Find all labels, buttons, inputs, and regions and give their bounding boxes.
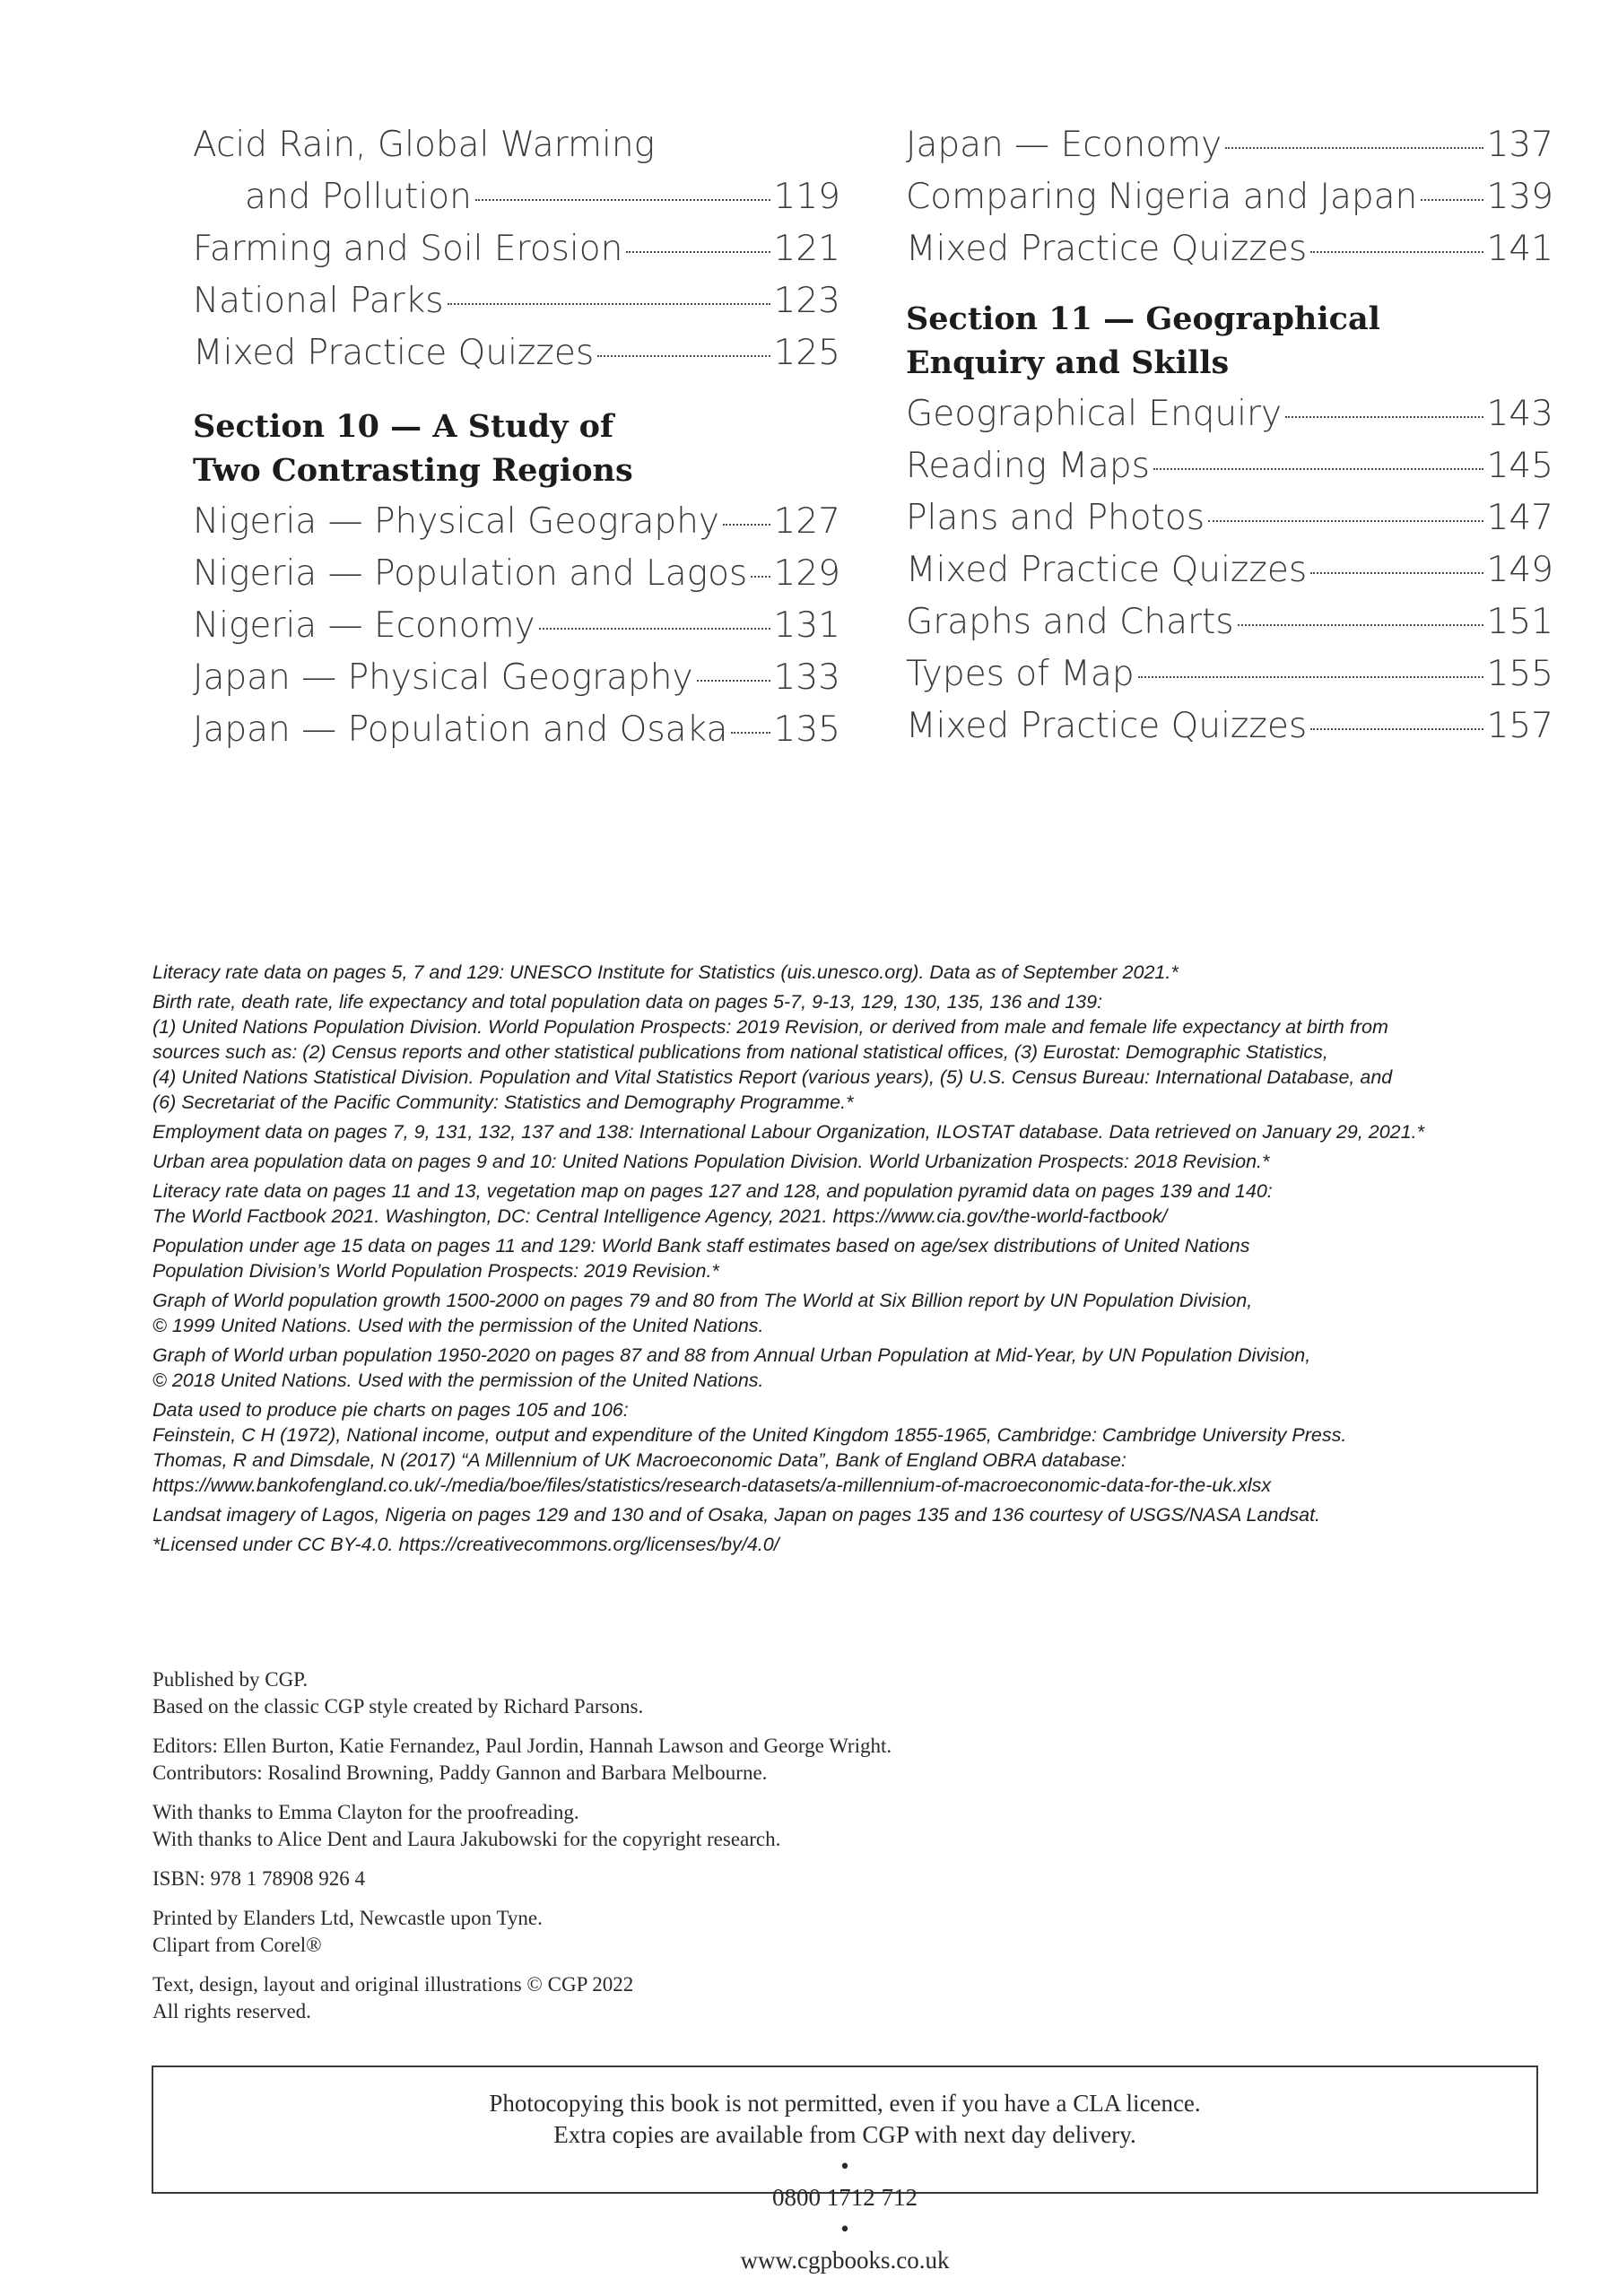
phone-number[interactable]: 0800 1712 712 [772, 2184, 918, 2211]
pub-line: Printed by Elanders Ltd, Newcastle upon Tyne. [152, 1907, 543, 1929]
toc-leader-dots [448, 303, 770, 305]
toc-page-number: 139 [1486, 177, 1553, 217]
toc-entry-title: Mixed Practice Quizzes [906, 550, 1308, 590]
data-source-credits [152, 960, 1570, 1561]
copyright-group [152, 1971, 1318, 2025]
toc-leader-dots [1138, 676, 1483, 678]
toc-leader-dots [597, 355, 770, 357]
credit-line: (4) United Nations Statistical Division. Population and Vital Statistics Report (various years), (5) U.S. Census Bureau: International Database, and [152, 1066, 1393, 1088]
notice-line-1: Photocopying this book is not permitted, even if you have a CLA licence. [489, 2090, 1201, 2117]
toc-entry-title-cont: and Pollution [245, 177, 472, 217]
toc-entry-title: Comparing Nigeria and Japan [906, 177, 1418, 217]
toc-leader-dots [723, 524, 770, 526]
credit-paragraph [152, 1502, 1570, 1527]
toc-right-column [906, 119, 1553, 752]
credit-line: © 1999 United Nations. Used with the permission of the United Nations. [152, 1315, 764, 1336]
credit-line: Feinstein, C H (1972), National income, output and expenditure of the United Kingdom 1855-1965, Cambridge: Cambridge University Press. [152, 1424, 1347, 1446]
toc-entry[interactable] [193, 275, 840, 327]
toc-entry-title: Plans and Photos [906, 498, 1205, 538]
toc-page-number: 137 [1486, 125, 1553, 165]
toc-leader-dots [1153, 468, 1483, 470]
pub-line: With thanks to Alice Dent and Laura Jakubowski for the copyright research. [152, 1828, 781, 1850]
credit-line: sources such as: (2) Census reports and other statistical publications from national statistical offices, (3) Eurostat: Demographic Statistics, [152, 1041, 1328, 1063]
pub-line: Clipart from Corel® [152, 1934, 322, 1956]
toc-entry[interactable] [906, 171, 1553, 223]
editors-group [152, 1733, 1318, 1787]
toc-entry[interactable] [193, 704, 840, 756]
section-heading-line: Section 11 — Geographical [906, 300, 1380, 337]
toc-leader-dots [1225, 147, 1483, 149]
pub-line: Editors: Ellen Burton, Katie Fernandez, Paul Jordin, Hannah Lawson and George Wright. [152, 1735, 892, 1757]
toc-entry-title: Japan — Physical Geography [193, 657, 693, 698]
toc-entry-title: Mixed Practice Quizzes [906, 706, 1308, 746]
credit-paragraph [152, 1149, 1570, 1174]
toc-leader-dots [1285, 416, 1483, 418]
toc-entry-title: Types of Map [906, 654, 1135, 694]
section-heading-line: Section 10 — A Study of [193, 408, 613, 445]
section-heading-line: Two Contrasting Regions [193, 452, 633, 489]
publisher-group [152, 1666, 1318, 1720]
toc-entry-title: Mixed Practice Quizzes [906, 229, 1308, 269]
website-link[interactable]: www.cgpbooks.co.uk [740, 2247, 950, 2274]
toc-entry[interactable] [193, 600, 840, 652]
credit-line: Graph of World urban population 1950-2020 on pages 87 and 88 from Annual Urban Population at Mid-Year, by UN Population Division, [152, 1344, 1311, 1366]
toc-entry[interactable] [906, 596, 1553, 648]
toc-entry[interactable] [193, 327, 840, 379]
toc-entry[interactable] [906, 388, 1553, 440]
toc-leader-dots [1238, 624, 1483, 626]
toc-leader-dots [697, 680, 770, 682]
toc-entry[interactable] [193, 548, 840, 600]
section-heading-line: Enquiry and Skills [906, 344, 1230, 381]
section-10-heading [193, 404, 840, 492]
thanks-group [152, 1799, 1318, 1853]
credit-line: © 2018 United Nations. Used with the permission of the United Nations. [152, 1370, 764, 1391]
photocopy-notice-box [152, 2066, 1538, 2274]
credit-line: Data used to produce pie charts on pages 105 and 106: [152, 1399, 629, 1421]
toc-leader-dots [1310, 572, 1483, 574]
toc-page-number: 131 [773, 605, 840, 646]
credit-line: (6) Secretariat of the Pacific Community: Statistics and Demography Programme.* [152, 1091, 854, 1113]
credit-line: Literacy rate data on pages 11 and 13, vegetation map on pages 127 and 128, and population pyramid data on pages 139 and 140: [152, 1180, 1273, 1202]
toc-page-number: 147 [1486, 498, 1553, 538]
pub-line: Published by CGP. [152, 1668, 309, 1691]
toc-page-number: 121 [773, 229, 840, 269]
toc-entry[interactable] [193, 119, 840, 223]
toc-page-number: 125 [773, 333, 840, 373]
toc-leader-dots [1310, 251, 1483, 253]
toc-entry-title: Japan — Economy [906, 125, 1222, 165]
toc-entry[interactable] [906, 648, 1553, 700]
toc-page-number: 149 [1486, 550, 1553, 590]
credit-paragraph [152, 1119, 1570, 1144]
toc-page-number: 157 [1486, 706, 1553, 746]
bullet-separator: • [840, 2215, 849, 2242]
toc-leader-dots [1208, 520, 1483, 522]
credit-line: Urban area population data on pages 9 and 10: United Nations Population Division. World Urbanization Prospects: 2018 Revision.* [152, 1151, 1270, 1172]
toc-leader-dots [1310, 728, 1483, 730]
toc-page-number: 129 [773, 553, 840, 594]
credit-paragraph [152, 1233, 1570, 1283]
toc-page-number: 135 [773, 709, 840, 750]
toc-leader-dots [539, 628, 770, 630]
toc-page-number: 119 [773, 177, 840, 217]
notice-delivery-text: Extra copies are available from CGP with next day delivery. [553, 2121, 1136, 2148]
printer-group [152, 1905, 1318, 1959]
toc-entry-title: Mixed Practice Quizzes [193, 333, 595, 373]
credit-line: Landsat imagery of Lagos, Nigeria on pages 129 and 130 and of Osaka, Japan on pages 135 and 136 courtesy of USGS/NASA Landsat. [152, 1504, 1321, 1526]
credit-line: (1) United Nations Population Division. World Population Prospects: 2019 Revision, or derived from male and female life expectancy at birth from [152, 1016, 1388, 1038]
toc-entry[interactable] [906, 223, 1553, 275]
toc-entry[interactable] [193, 496, 840, 548]
credit-paragraph [152, 1178, 1570, 1229]
toc-entry[interactable] [906, 492, 1553, 544]
toc-page-number: 127 [773, 501, 840, 542]
credit-line: Employment data on pages 7, 9, 131, 132, 137 and 138: International Labour Organization, ILOSTAT database. Data retrieved on January 29, 2021.* [152, 1121, 1424, 1143]
pub-line: All rights reserved. [152, 2000, 311, 2022]
toc-page-number: 151 [1486, 602, 1553, 642]
toc-entry-title: Acid Rain, Global Warming [193, 125, 655, 165]
toc-entry-title: Nigeria — Physical Geography [193, 501, 719, 542]
credit-line: Population under age 15 data on pages 11 and 129: World Bank staff estimates based on age/sex distributions of United Nations [152, 1235, 1250, 1257]
toc-entry-title: Geographical Enquiry [906, 394, 1283, 434]
toc-entry[interactable] [193, 652, 840, 704]
toc-entry[interactable] [906, 544, 1553, 596]
isbn: ISBN: 978 1 78908 926 4 [152, 1867, 366, 1890]
credit-line: Birth rate, death rate, life expectancy and total population data on pages 5-7, 9-13, 129, 130, 135, 136 and 139: [152, 991, 1103, 1013]
credit-line: Population Division’s World Population Prospects: 2019 Revision.* [152, 1260, 719, 1282]
isbn-group [152, 1866, 1318, 1892]
credit-paragraph [152, 989, 1570, 1115]
toc-entry-title: Reading Maps [906, 446, 1150, 486]
credit-line: Literacy rate data on pages 5, 7 and 129: UNESCO Institute for Statistics (uis.unesco.org). Data as of September 2021.* [152, 961, 1179, 983]
toc-leader-dots [475, 199, 770, 201]
toc-entry[interactable] [906, 119, 1553, 171]
credit-paragraph [152, 1288, 1570, 1338]
toc-leader-dots [751, 576, 770, 578]
toc-page-number: 141 [1486, 229, 1553, 269]
toc-page-number: 155 [1486, 654, 1553, 694]
credit-line: https://www.bankofengland.co.uk/-/media/boe/files/statistics/research-datasets/a-millennium-of-macroeconomic-data-for-the-uk.xlsx [152, 1474, 1272, 1496]
bullet-separator: • [840, 2152, 849, 2179]
credit-paragraph [152, 1397, 1570, 1498]
credit-paragraph [152, 1532, 1570, 1557]
credit-line: Graph of World population growth 1500-2000 on pages 79 and 80 from The World at Six Billion report by UN Population Division, [152, 1290, 1253, 1311]
toc-entry-title: Graphs and Charts [906, 602, 1234, 642]
credit-line: Thomas, R and Dimsdale, N (2017) “A Millennium of UK Macroeconomic Data”, Bank of England OBRA database: [152, 1449, 1127, 1471]
toc-leader-dots [731, 732, 770, 734]
toc-page-number: 123 [773, 281, 840, 321]
toc-leader-dots [1421, 199, 1483, 201]
toc-entry-title: National Parks [193, 281, 444, 321]
toc-entry[interactable] [193, 223, 840, 275]
pub-line: Text, design, layout and original illustrations © CGP 2022 [152, 1973, 634, 1996]
toc-page-number: 133 [773, 657, 840, 698]
notice-line-2 [153, 2119, 1536, 2276]
toc-entry-title: Nigeria — Economy [193, 605, 535, 646]
section-11-heading [906, 297, 1553, 385]
credit-line: The World Factbook 2021. Washington, DC: Central Intelligence Agency, 2021. https://www.cia.gov/the-world-factbook/ [152, 1205, 1168, 1227]
pub-line: Based on the classic CGP style created by Richard Parsons. [152, 1695, 644, 1718]
credit-paragraph [152, 1343, 1570, 1393]
toc-leader-dots [626, 251, 770, 253]
publishing-info [152, 1666, 1318, 2038]
pub-line: Contributors: Rosalind Browning, Paddy Gannon and Barbara Melbourne. [152, 1761, 768, 1784]
toc-entry-title: Japan — Population and Osaka [193, 709, 728, 750]
toc-entry[interactable] [906, 700, 1553, 752]
toc-left-column [193, 119, 840, 756]
credit-paragraph [152, 960, 1570, 985]
toc-entry[interactable] [906, 440, 1553, 492]
credit-line: *Licensed under CC BY-4.0. https://creativecommons.org/licenses/by/4.0/ [152, 1534, 779, 1555]
pub-line: With thanks to Emma Clayton for the proofreading. [152, 1801, 579, 1823]
toc-entry-title: Nigeria — Population and Lagos [193, 553, 748, 594]
toc-page-number: 145 [1486, 446, 1553, 486]
toc-entry-title: Farming and Soil Erosion [193, 229, 623, 269]
toc-page-number: 143 [1486, 394, 1553, 434]
